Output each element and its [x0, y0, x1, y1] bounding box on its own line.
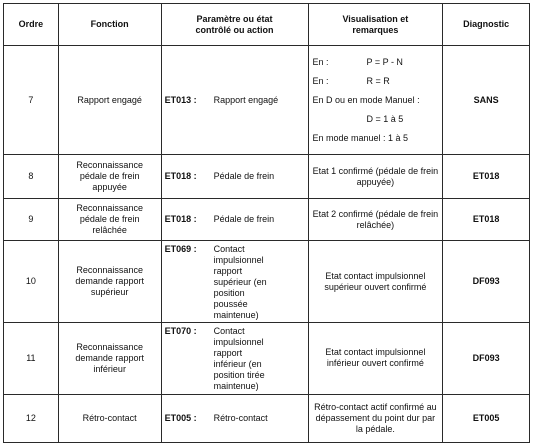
vis-text: D = 1 à 5 [366, 113, 404, 124]
header-fonction: Fonction [58, 4, 161, 46]
param-text: Contact impulsionnel rapport inférieur (en position tirée maintenue) [213, 325, 265, 391]
table-row [4, 155, 530, 199]
cell-fonction: Reconnaissance demande rapport inférieur [58, 322, 161, 394]
cell-visualisation: Etat 1 confirmé (pédale de frein appuyée) [308, 155, 443, 199]
cell-ordre: 10 [4, 241, 59, 322]
cell-fonction: Reconnaissance pédale de frein appuyée [58, 155, 161, 199]
header-diagnostic: Diagnostic [443, 4, 530, 46]
cell-parametre [161, 241, 308, 322]
table-row [4, 394, 530, 442]
cell-visualisation: Rétro-contact actif confirmé au dépassement du point dur par la pédale. [308, 394, 443, 442]
cell-ordre: 8 [4, 155, 59, 199]
cell-parametre [161, 46, 308, 155]
table-container [3, 3, 530, 443]
cell-ordre: 9 [4, 199, 59, 241]
cell-parametre [161, 155, 308, 199]
cell-fonction: Rétro-contact [58, 394, 161, 442]
header-visualisation: Visualisation et remarques [308, 4, 443, 46]
cell-visualisation [308, 46, 443, 155]
cell-diagnostic: DF093 [443, 241, 530, 322]
table-row [4, 46, 530, 155]
cell-parametre [161, 199, 308, 241]
table-row [4, 322, 530, 394]
param-code: ET013 : [164, 94, 197, 105]
table-row [4, 199, 530, 241]
vis-text: En mode manuel : 1 à 5 [312, 132, 409, 143]
param-code: ET018 : [164, 171, 197, 182]
cell-fonction: Rapport engagé [58, 46, 161, 155]
param-code: ET018 : [164, 214, 197, 225]
cell-parametre [161, 322, 308, 394]
vis-label: En : [312, 56, 329, 67]
cell-visualisation: Etat contact impulsionnel supérieur ouvert confirmé [308, 241, 443, 322]
cell-diagnostic: ET018 [443, 155, 530, 199]
cell-diagnostic: SANS [443, 46, 530, 155]
cell-visualisation: Etat 2 confirmé (pédale de frein relâchée) [308, 199, 443, 241]
param-text: Pédale de frein [213, 214, 275, 225]
cell-diagnostic: ET018 [443, 199, 530, 241]
cell-visualisation: Etat contact impulsionnel inférieur ouvert confirmé [308, 322, 443, 394]
header-ordre: Ordre [4, 4, 59, 46]
cell-diagnostic: DF093 [443, 322, 530, 394]
param-text: Rétro-contact [213, 412, 268, 423]
header-row [4, 4, 530, 46]
param-code: ET005 : [164, 412, 197, 423]
param-code: ET069 : [164, 244, 197, 255]
param-code: ET070 : [164, 325, 197, 336]
diagnostic-table [3, 3, 530, 443]
cell-ordre: 12 [4, 394, 59, 442]
param-text: Rapport engagé [213, 94, 279, 105]
param-text: Contact impulsionnel rapport supérieur (en position poussée maintenue) [213, 244, 267, 321]
cell-ordre: 11 [4, 322, 59, 394]
cell-fonction: Reconnaissance demande rapport supérieur [58, 241, 161, 322]
header-parametre: Paramètre ou état contrôlé ou action [161, 4, 308, 46]
vis-label: En : [312, 75, 329, 86]
cell-ordre: 7 [4, 46, 59, 155]
table-row [4, 241, 530, 322]
vis-text: En D ou en mode Manuel : [312, 94, 420, 105]
cell-fonction: Reconnaissance pédale de frein relâchée [58, 199, 161, 241]
param-text: Pédale de frein [213, 171, 275, 182]
cell-diagnostic: ET005 [443, 394, 530, 442]
vis-value: R = R [366, 75, 390, 86]
cell-parametre [161, 394, 308, 442]
vis-value: P = P - N [366, 56, 403, 67]
